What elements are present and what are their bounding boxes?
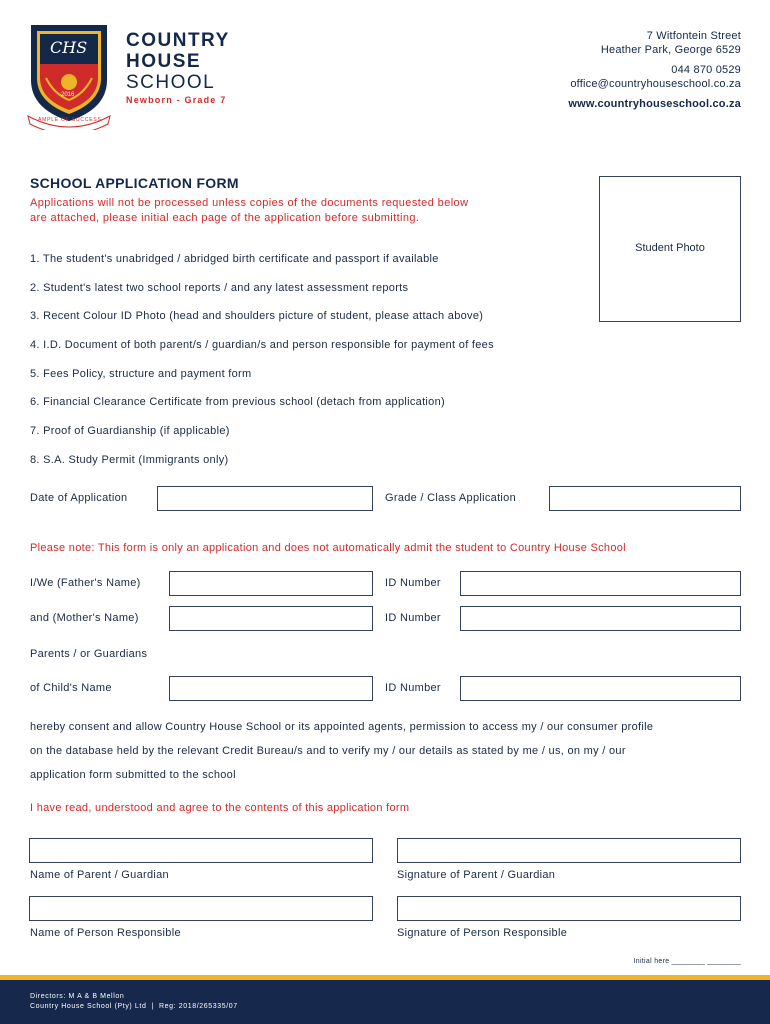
address-line1: 7 Witfontein Street — [646, 30, 741, 42]
consent-text-line3: application form submitted to the school — [30, 769, 236, 781]
footer-directors: Directors: M A & B Mellon — [30, 993, 125, 1000]
address-line2: Heather Park, George 6529 — [600, 44, 741, 56]
student-photo-label: Student Photo — [635, 242, 705, 254]
responsible-signature-label: Signature of Person Responsible — [397, 927, 568, 939]
date-of-application-field[interactable] — [157, 486, 373, 511]
document-item: 4. I.D. Document of both parent/s / guardian/s and person responsible for payment of fees — [30, 339, 494, 351]
contact-block — [568, 29, 741, 111]
id-number-label: ID Number — [385, 577, 441, 589]
child-id-field[interactable] — [460, 676, 741, 701]
id-number-label: ID Number — [385, 682, 441, 694]
child-name-label: of Child's Name — [30, 682, 112, 694]
school-crest — [24, 20, 114, 130]
date-of-application-label: Date of Application — [30, 492, 128, 504]
consent-text-line1: hereby consent and allow Country House School or its appointed agents, permission to access my / our consumer profile — [30, 721, 654, 733]
mother-name-field[interactable] — [169, 606, 373, 631]
crest-monogram: CHS — [50, 38, 88, 57]
school-name — [126, 30, 230, 93]
school-name-line3: SCHOOL — [126, 72, 216, 93]
grade-class-label: Grade / Class Application — [385, 492, 517, 504]
document-item: 5. Fees Policy, structure and payment form — [30, 368, 252, 380]
notice-line1: Applications will not be processed unless copies of the documents requested below — [30, 197, 469, 209]
website-link[interactable]: www.countryhouseschool.co.za — [568, 98, 741, 110]
parent-signature-label: Signature of Parent / Guardian — [397, 869, 556, 881]
please-note-text: Please note: This form is only an application and does not automatically admit the student to Country House School — [30, 542, 626, 554]
document-item: 2. Student's latest two school reports / and any latest assessment reports — [30, 282, 409, 294]
mother-name-label: and (Mother's Name) — [30, 612, 139, 624]
crest-motto: AMPLE OF SUCCESS — [38, 117, 102, 123]
school-tagline: Newborn - Grade 7 — [126, 95, 227, 105]
school-name-line1: COUNTRY — [126, 30, 230, 51]
grade-class-field[interactable] — [549, 486, 741, 511]
responsible-signature-field[interactable] — [397, 896, 741, 921]
document-item: 6. Financial Clearance Certificate from previous school (detach from application) — [30, 396, 445, 408]
agreement-text: I have read, understood and agree to the contents of this application form — [30, 802, 410, 814]
document-item: 8. S.A. Study Permit (Immigrants only) — [30, 454, 229, 466]
phone-number: 044 870 0529 — [671, 64, 741, 76]
consent-text-line2: on the database held by the relevant Credit Bureau/s and to verify my / our details as stated by me / us, on my / our — [30, 745, 626, 757]
school-name-line2: HOUSE — [126, 51, 202, 72]
father-name-field[interactable] — [169, 571, 373, 596]
page-title: SCHOOL APPLICATION FORM — [30, 175, 239, 191]
parent-name-label: Name of Parent / Guardian — [30, 869, 169, 881]
initial-here-line[interactable]: Initial here ________ ________ — [633, 958, 741, 965]
footer-company: Country House School (Pty) Ltd | Reg: 2018/265335/07 — [30, 1003, 238, 1010]
document-item: 1. The student's unabridged / abridged birth certificate and passport if available — [30, 253, 439, 265]
responsible-name-label: Name of Person Responsible — [30, 927, 181, 939]
father-name-label: I/We (Father's Name) — [30, 577, 141, 589]
document-item: 7. Proof of Guardianship (if applicable) — [30, 425, 230, 437]
id-number-label: ID Number — [385, 612, 441, 624]
notice-line2: are attached, please initial each page of the application before submitting. — [30, 212, 420, 224]
mother-id-field[interactable] — [460, 606, 741, 631]
student-photo-box[interactable] — [599, 176, 741, 322]
footer-bar — [0, 980, 770, 1024]
email-address: office@countryhouseschool.co.za — [570, 78, 741, 90]
parent-signature-field[interactable] — [397, 838, 741, 863]
crest-year: 2016 — [61, 92, 75, 98]
parents-guardians-label: Parents / or Guardians — [30, 648, 148, 660]
parent-name-field[interactable] — [29, 838, 373, 863]
responsible-name-field[interactable] — [29, 896, 373, 921]
document-item: 3. Recent Colour ID Photo (head and shoulders picture of student, please attach above) — [30, 310, 484, 322]
father-id-field[interactable] — [460, 571, 741, 596]
child-name-field[interactable] — [169, 676, 373, 701]
